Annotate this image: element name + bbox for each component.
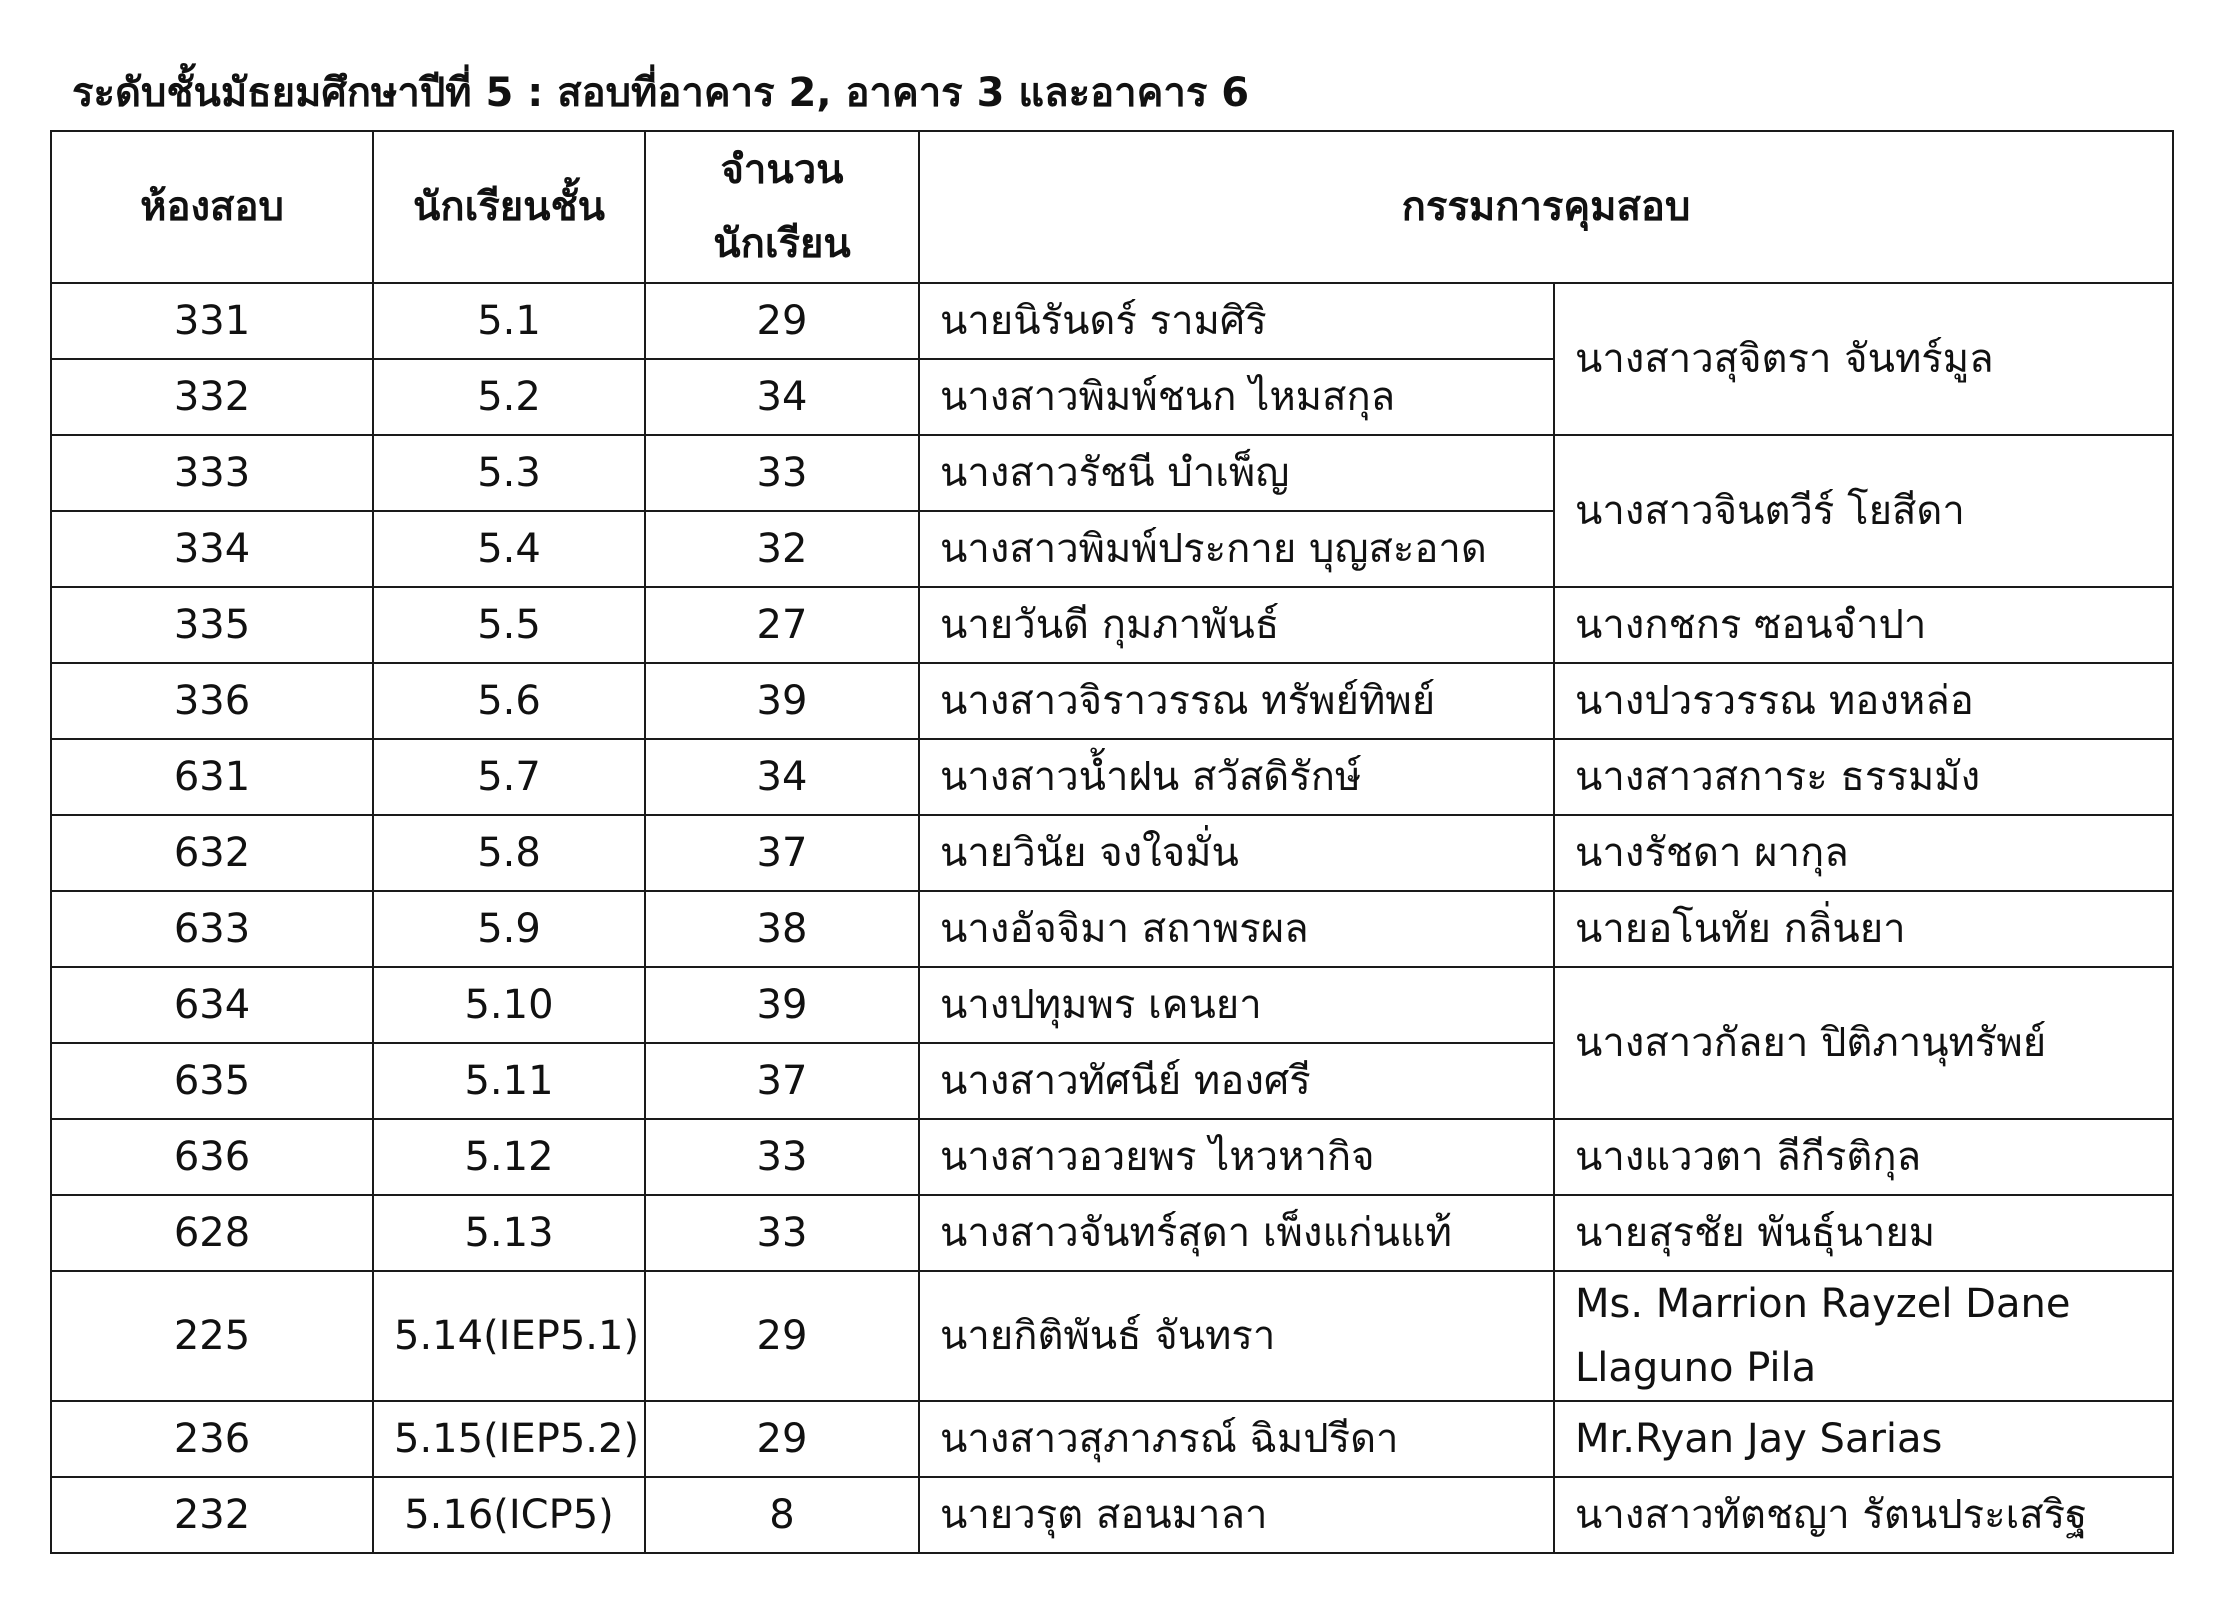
header-count: จำนวนนักเรียน — [645, 131, 919, 283]
room-cell: 333 — [51, 435, 373, 511]
table-row — [51, 587, 2173, 663]
count-cell: 33 — [645, 1195, 919, 1271]
table-row — [51, 739, 2173, 815]
table-header-row — [51, 131, 2173, 283]
count-cell: 8 — [645, 1477, 919, 1553]
proctor-2-cell: นางรัชดา ผากุล — [1554, 815, 2173, 891]
class-cell: 5.4 — [373, 511, 645, 587]
count-cell: 29 — [645, 283, 919, 359]
class-cell: 5.11 — [373, 1043, 645, 1119]
proctor-2-cell: Ms. Marrion Rayzel Dane Llaguno Pila — [1554, 1271, 2173, 1401]
proctor-2-cell: นางสาวสการะ ธรรมมัง — [1554, 739, 2173, 815]
table-row — [51, 663, 2173, 739]
table-row — [51, 1477, 2173, 1553]
class-cell: 5.9 — [373, 891, 645, 967]
count-cell: 32 — [645, 511, 919, 587]
room-cell: 335 — [51, 587, 373, 663]
header-room: ห้องสอบ — [51, 131, 373, 283]
count-cell: 33 — [645, 1119, 919, 1195]
proctor-1-cell: นางสาวอวยพร ไหวหากิจ — [919, 1119, 1554, 1195]
page-title: ระดับชั้นมัธยมศึกษาปีที่ 5 : สอบที่อาคาร 2, อาคาร 3 และอาคาร 6 — [72, 70, 1250, 116]
count-cell: 29 — [645, 1271, 919, 1401]
proctor-1-cell: นายกิติพันธ์ จันทรา — [919, 1271, 1554, 1401]
class-cell: 5.15(IEP5.2) — [373, 1401, 645, 1477]
proctor-2-cell: นางกชกร ซอนจำปา — [1554, 587, 2173, 663]
proctor-2-cell: นางสาวทัตชญา รัตนประเสริฐ — [1554, 1477, 2173, 1553]
count-cell: 29 — [645, 1401, 919, 1477]
exam-room-table — [50, 130, 2174, 1554]
count-cell: 37 — [645, 1043, 919, 1119]
proctor-1-cell: นางปทุมพร เคนยา — [919, 967, 1554, 1043]
room-cell: 332 — [51, 359, 373, 435]
proctor-1-cell: นายวันดี กุมภาพันธ์ — [919, 587, 1554, 663]
proctor-1-cell: นางอัจจิมา สถาพรผล — [919, 891, 1554, 967]
room-cell: 635 — [51, 1043, 373, 1119]
table-row — [51, 1401, 2173, 1477]
proctor-2-cell: Mr.Ryan Jay Sarias — [1554, 1401, 2173, 1477]
header-proctors: กรรมการคุมสอบ — [919, 131, 2173, 283]
table-row — [51, 1119, 2173, 1195]
count-cell: 34 — [645, 359, 919, 435]
class-cell: 5.16(ICP5) — [373, 1477, 645, 1553]
proctor-1-cell: นางสาวสุภาภรณ์ ฉิมปรีดา — [919, 1401, 1554, 1477]
table-row — [51, 967, 2173, 1043]
proctor-1-cell: นางสาวพิมพ์ชนก ไหมสกุล — [919, 359, 1554, 435]
room-cell: 225 — [51, 1271, 373, 1401]
room-cell: 633 — [51, 891, 373, 967]
table-row — [51, 435, 2173, 511]
proctor-1-cell: นายวรุต สอนมาลา — [919, 1477, 1554, 1553]
proctor-1-cell: นางสาวพิมพ์ประกาย บุญสะอาด — [919, 511, 1554, 587]
class-cell: 5.1 — [373, 283, 645, 359]
room-cell: 628 — [51, 1195, 373, 1271]
class-cell: 5.14(IEP5.1) — [373, 1271, 645, 1401]
count-cell: 39 — [645, 967, 919, 1043]
proctor-2-cell: นางสาวจินตวีร์ โยสีดา — [1554, 435, 2173, 587]
room-cell: 331 — [51, 283, 373, 359]
proctor-1-cell: นางสาวรัชนี บำเพ็ญ — [919, 435, 1554, 511]
table-row — [51, 891, 2173, 967]
proctor-1-cell: นายนิรันดร์ รามศิริ — [919, 283, 1554, 359]
class-cell: 5.13 — [373, 1195, 645, 1271]
table-row — [51, 1271, 2173, 1401]
class-cell: 5.2 — [373, 359, 645, 435]
proctor-1-cell: นางสาวจันทร์สุดา เพ็งแก่นแท้ — [919, 1195, 1554, 1271]
table-row — [51, 1195, 2173, 1271]
proctor-2-cell: นางปวรวรรณ ทองหล่อ — [1554, 663, 2173, 739]
room-cell: 232 — [51, 1477, 373, 1553]
table-row — [51, 283, 2173, 359]
proctor-2-cell: นายอโนทัย กลิ่นยา — [1554, 891, 2173, 967]
count-cell: 38 — [645, 891, 919, 967]
class-cell: 5.8 — [373, 815, 645, 891]
count-cell: 39 — [645, 663, 919, 739]
table-row — [51, 815, 2173, 891]
class-cell: 5.10 — [373, 967, 645, 1043]
proctor-1-cell: นางสาวจิราวรรณ ทรัพย์ทิพย์ — [919, 663, 1554, 739]
room-cell: 236 — [51, 1401, 373, 1477]
class-cell: 5.6 — [373, 663, 645, 739]
proctor-2-cell: นายสุรชัย พันธุ์นายม — [1554, 1195, 2173, 1271]
class-cell: 5.3 — [373, 435, 645, 511]
proctor-1-cell: นายวินัย จงใจมั่น — [919, 815, 1554, 891]
proctor-2-cell: นางสาวสุจิตรา จันทร์มูล — [1554, 283, 2173, 435]
room-cell: 632 — [51, 815, 373, 891]
count-cell: 33 — [645, 435, 919, 511]
class-cell: 5.12 — [373, 1119, 645, 1195]
room-cell: 636 — [51, 1119, 373, 1195]
class-cell: 5.7 — [373, 739, 645, 815]
proctor-2-cell: นางสาวกัลยา ปิติภานุทรัพย์ — [1554, 967, 2173, 1119]
count-cell: 27 — [645, 587, 919, 663]
class-cell: 5.5 — [373, 587, 645, 663]
room-cell: 631 — [51, 739, 373, 815]
room-cell: 334 — [51, 511, 373, 587]
header-class: นักเรียนชั้น — [373, 131, 645, 283]
proctor-2-cell: นางแววตา ลีกีรติกุล — [1554, 1119, 2173, 1195]
count-cell: 37 — [645, 815, 919, 891]
room-cell: 336 — [51, 663, 373, 739]
proctor-1-cell: นางสาวน้ำฝน สวัสดิรักษ์ — [919, 739, 1554, 815]
count-cell: 34 — [645, 739, 919, 815]
room-cell: 634 — [51, 967, 373, 1043]
proctor-1-cell: นางสาวทัศนีย์ ทองศรี — [919, 1043, 1554, 1119]
